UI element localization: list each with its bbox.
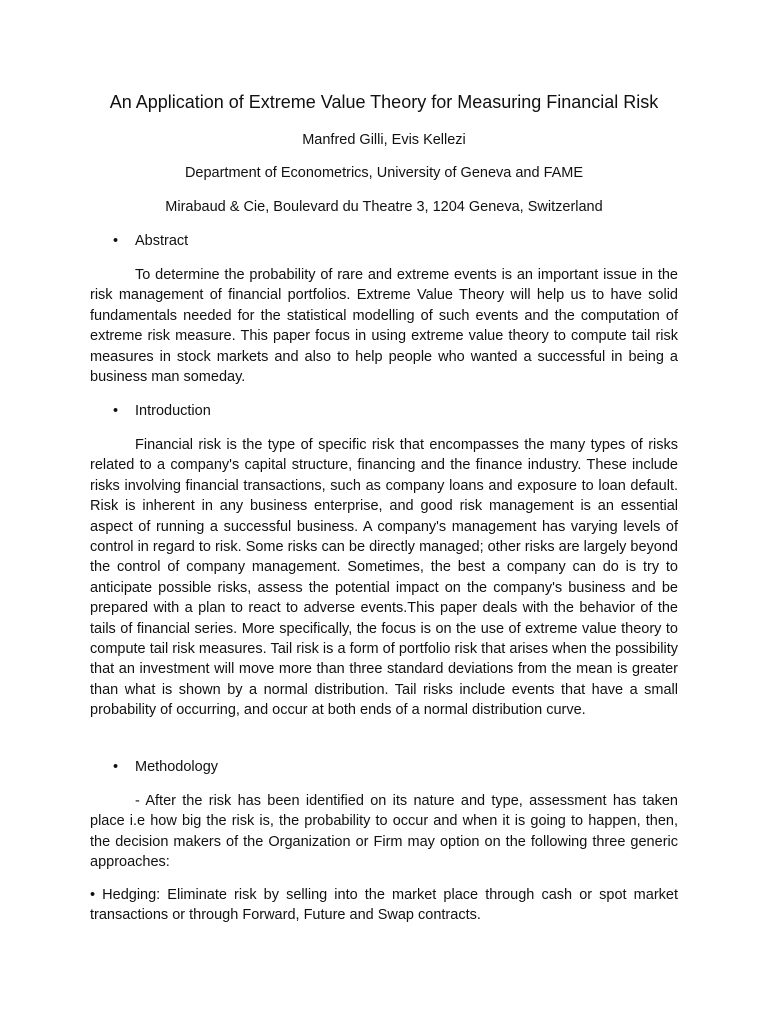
paper-title: An Application of Extreme Value Theory for Measuring Financial Risk bbox=[109, 92, 659, 112]
affiliation-2: Mirabaud & Cie, Boulevard du Theatre 3, 1204 Geneva, Switzerland bbox=[165, 199, 603, 215]
paper-authors: Manfred Gilli, Evis Kellezi bbox=[302, 132, 466, 148]
bullet-icon: • bbox=[113, 403, 119, 419]
section-heading-introduction bbox=[113, 401, 211, 421]
introduction-heading-text: Introduction bbox=[135, 403, 211, 419]
section-heading-methodology bbox=[113, 757, 218, 777]
affiliation-1: Department of Econometrics, University of Geneva and FAME bbox=[184, 165, 584, 181]
abstract-heading-text: Abstract bbox=[135, 233, 189, 249]
bullet-icon: • bbox=[113, 233, 119, 249]
methodology-heading-text: Methodology bbox=[135, 759, 219, 775]
introduction-paragraph: Financial risk is the type of specific risk that encompasses the many types of risks related to a company's capital structure, financing and the finance industry. These include risks involving financial transactions, such as company loans and exposure to loan default. Risk is inherent in any business enterprise, and good risk management is an essential aspect of running a successful business. A company's management has varying levels of control in regard to risk. Some risks can be directly managed; other risks are largely beyond the control of company management. Sometimes, the best a company can do is try to anticipate possible risks, assess the potential impact on the company's business and be prepared with a plan to react to adverse events.This paper deals with the behavior of the tails of financial series. More specifically, the focus is on the use of extreme value theory to compute tail risk measures. Tail risk is a form of portfolio risk that arises when the possibility that an investment will move more than three standard deviations from the mean is greater than what is shown by a normal distribution. Tail risks include events that have a small probability of occurring, and occur at both ends of a normal distribution curve. bbox=[90, 437, 678, 719]
abstract-paragraph: To determine the probability of rare and extreme events is an important issue in the risk management of financial portfolios. Extreme Value Theory will help us to have solid fundamentals needed for the statistical modelling of such events and the computation of extreme risk measure. This paper focus in using extreme value theory to compute tail risk measures in stock markets and also to help people who wanted a successful in being a business man someday. bbox=[90, 267, 678, 386]
bullet-icon: • bbox=[113, 759, 119, 775]
hedging-paragraph: • Hedging: Eliminate risk by selling into the market place through cash or spot market transactions or through Forward, Future and Swap contracts. bbox=[90, 887, 678, 924]
section-heading-abstract bbox=[113, 231, 188, 251]
methodology-paragraph: - After the risk has been identified on its nature and type, assessment has taken place i.e how big the risk is, the probability to occur and when it is going to happen, then, the decision makers of the Organization or Firm may option on the following three generic approaches: bbox=[90, 793, 678, 871]
